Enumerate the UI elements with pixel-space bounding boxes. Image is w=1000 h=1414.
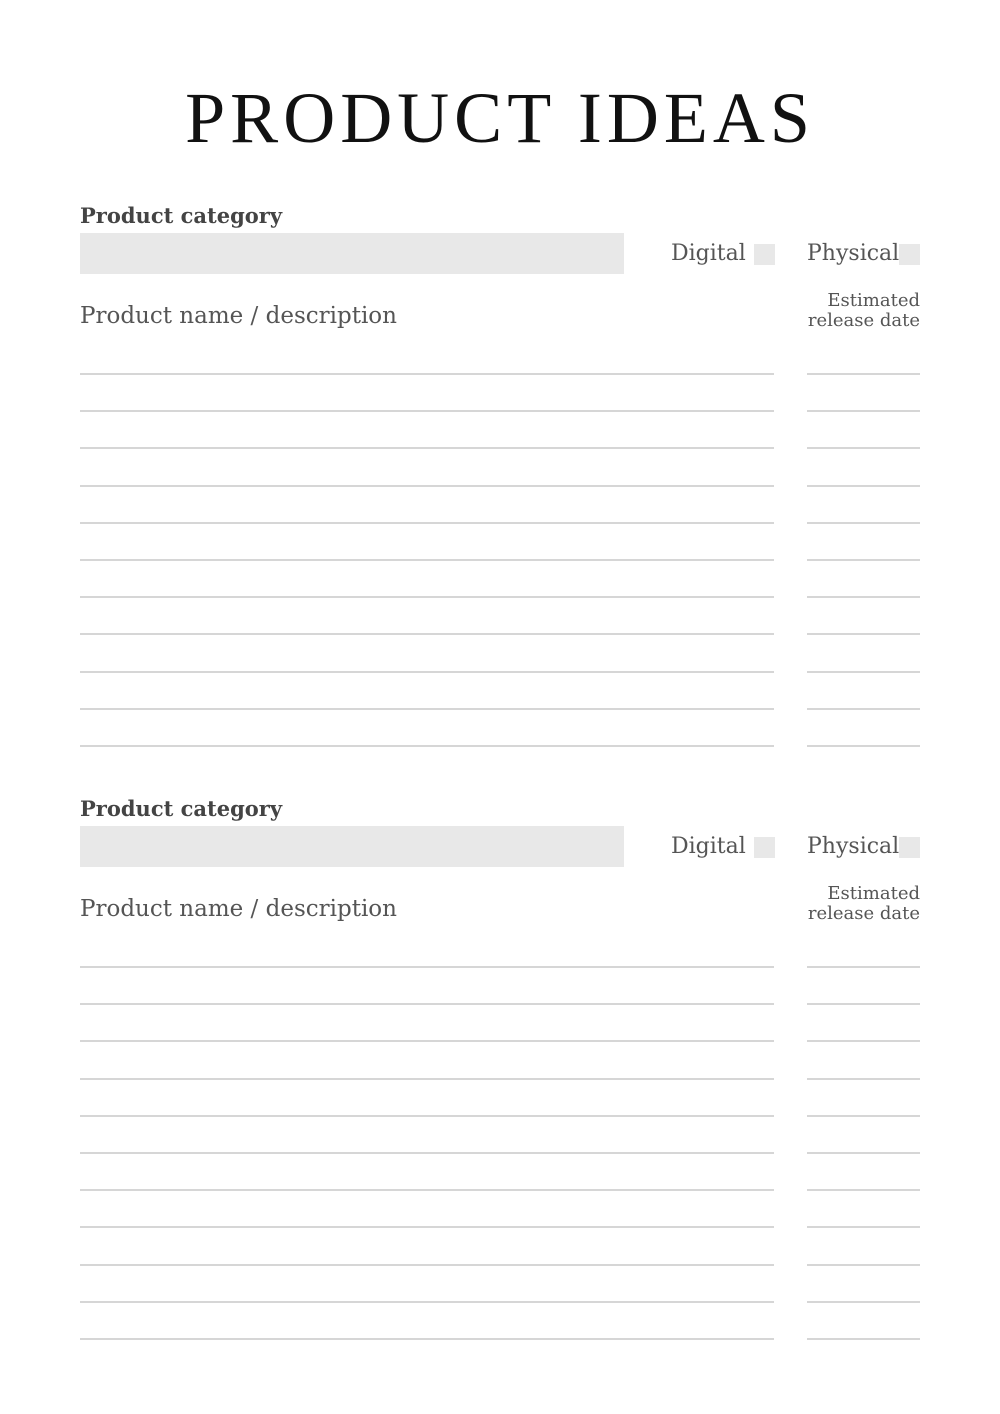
description-line[interactable] — [80, 410, 774, 412]
description-line[interactable] — [80, 1115, 774, 1117]
product-name-description-label: Product name / description — [80, 896, 397, 922]
release-date-line[interactable] — [807, 1301, 920, 1303]
physical-checkbox[interactable] — [899, 837, 920, 858]
description-line[interactable] — [80, 373, 774, 375]
release-date-line[interactable] — [807, 559, 920, 561]
physical-label: Physical — [807, 241, 900, 266]
release-date-line[interactable] — [807, 1338, 920, 1340]
estimated-release-date-label — [808, 884, 920, 924]
product-name-description-label: Product name / description — [80, 303, 397, 329]
description-line[interactable] — [80, 1003, 774, 1005]
release-date-line[interactable] — [807, 1189, 920, 1191]
release-date-line[interactable] — [807, 1115, 920, 1117]
estimated-release-date-label — [808, 291, 920, 331]
description-line[interactable] — [80, 1040, 774, 1042]
description-line[interactable] — [80, 1078, 774, 1080]
physical-checkbox[interactable] — [899, 244, 920, 265]
description-line[interactable] — [80, 559, 774, 561]
digital-label: Digital — [671, 834, 746, 859]
description-line[interactable] — [80, 596, 774, 598]
date-label-line-2: release date — [807, 310, 920, 331]
description-line[interactable] — [80, 745, 774, 747]
description-line[interactable] — [80, 671, 774, 673]
release-date-line[interactable] — [807, 745, 920, 747]
product-category-label: Product category — [80, 203, 283, 228]
release-date-line[interactable] — [807, 966, 920, 968]
date-label-line-2: release date — [807, 903, 920, 924]
description-line[interactable] — [80, 1152, 774, 1154]
release-date-line[interactable] — [807, 633, 920, 635]
description-line[interactable] — [80, 1264, 774, 1266]
product-category-field[interactable] — [80, 233, 624, 274]
page-title: PRODUCT IDEAS — [185, 78, 815, 158]
description-line[interactable] — [80, 1338, 774, 1340]
release-date-line[interactable] — [807, 1003, 920, 1005]
digital-checkbox[interactable] — [754, 837, 775, 858]
description-line[interactable] — [80, 708, 774, 710]
product-category-label: Product category — [80, 796, 283, 821]
release-date-line[interactable] — [807, 671, 920, 673]
physical-label: Physical — [807, 834, 900, 859]
digital-label: Digital — [671, 241, 746, 266]
release-date-line[interactable] — [807, 410, 920, 412]
description-line[interactable] — [80, 1189, 774, 1191]
product-section-2 — [0, 793, 1000, 1353]
release-date-line[interactable] — [807, 373, 920, 375]
description-line[interactable] — [80, 522, 774, 524]
description-line[interactable] — [80, 1226, 774, 1228]
product-section-1 — [0, 200, 1000, 760]
release-date-line[interactable] — [807, 1264, 920, 1266]
release-date-line[interactable] — [807, 1040, 920, 1042]
description-line[interactable] — [80, 1301, 774, 1303]
release-date-line[interactable] — [807, 1078, 920, 1080]
release-date-line[interactable] — [807, 1152, 920, 1154]
description-line[interactable] — [80, 966, 774, 968]
description-line[interactable] — [80, 633, 774, 635]
date-label-line-1: Estimated — [827, 290, 920, 311]
release-date-line[interactable] — [807, 596, 920, 598]
release-date-line[interactable] — [807, 1226, 920, 1228]
description-line[interactable] — [80, 485, 774, 487]
release-date-line[interactable] — [807, 485, 920, 487]
description-line[interactable] — [80, 447, 774, 449]
digital-checkbox[interactable] — [754, 244, 775, 265]
release-date-line[interactable] — [807, 447, 920, 449]
date-label-line-1: Estimated — [827, 883, 920, 904]
product-category-field[interactable] — [80, 826, 624, 867]
release-date-line[interactable] — [807, 708, 920, 710]
release-date-line[interactable] — [807, 522, 920, 524]
